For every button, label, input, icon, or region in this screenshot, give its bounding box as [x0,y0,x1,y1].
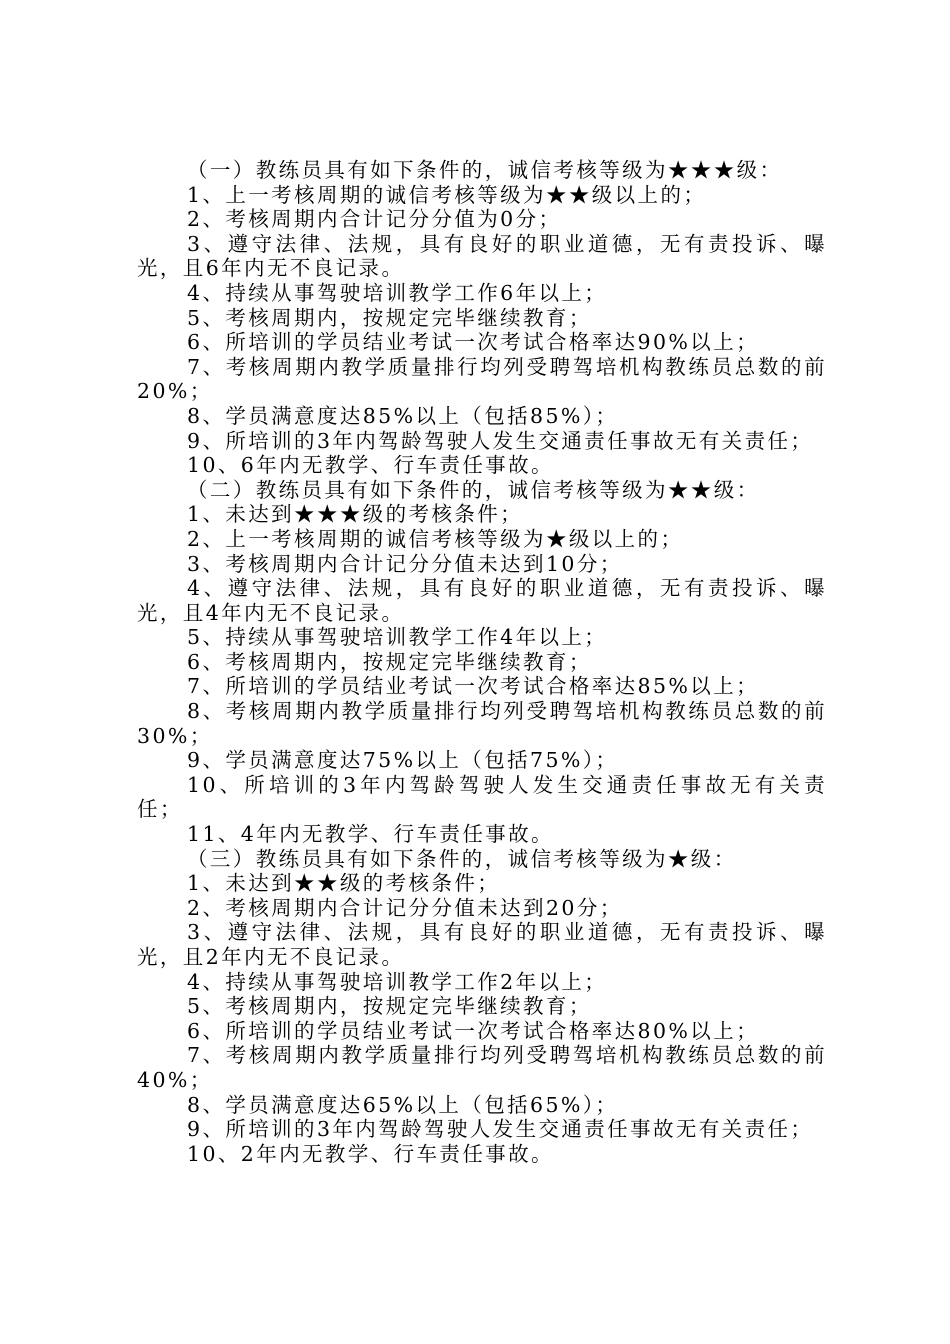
list-item: 4、持续从事驾驶培训教学工作2年以上； [187,969,608,994]
list-item: 9、学员满意度达75%以上（包括75%）； [187,748,619,773]
list-item: 2、考核周期内合计记分分值未达到20分； [187,895,623,920]
list-item: 3、遵守法律、法规，具有良好的职业道德，无有责投诉、曝光，且6年内无不良记录。 [137,231,827,281]
list-item: 3、遵守法律、法规，具有良好的职业道德，无有责投诉、曝光，且2年内无不良记录。 [137,920,827,969]
list-item: 1、未达到★★★级的考核条件； [187,502,524,527]
section-heading-two-star: （二）教练员具有如下条件的，诚信考核等级为★★级： [187,477,760,502]
list-item: 5、考核周期内，按规定完毕继续教育； [187,305,592,330]
list-item: 8、学员满意度达65%以上（包括65%）； [187,1092,619,1117]
list-item: 4、持续从事驾驶培训教学工作6年以上； [187,280,608,305]
document-body [137,158,827,1166]
list-item: 8、学员满意度达85%以上（包括85%）； [187,403,619,428]
list-item: 7、考核周期内教学质量排行均列受聘驾培机构教练员总数的前20%； [137,354,827,404]
list-item: 6、考核周期内，按规定完毕继续教育； [187,649,592,674]
list-item: 8、考核周期内教学质量排行均列受聘驾培机构教练员总数的前30%； [137,699,827,748]
list-item: 1、未达到★★级的考核条件； [187,871,501,896]
list-item: 3、考核周期内合计记分分值未达到10分； [187,551,623,576]
list-item: 10、2年内无教学、行车责任事故。 [187,1141,554,1166]
list-item: 5、持续从事驾驶培训教学工作4年以上； [187,625,608,650]
list-item: 6、所培训的学员结业考试一次考试合格率达80%以上； [187,1018,760,1043]
list-item: 10、所培训的3年内驾龄驾驶人发生交通责任事故无有关责任； [137,772,827,822]
list-item: 2、上一考核周期的诚信考核等级为★级以上的； [187,526,684,551]
list-item: 9、所培训的3年内驾龄驾驶人发生交通责任事故无有关责任； [187,1117,814,1142]
list-item: 7、所培训的学员结业考试一次考试合格率达85%以上； [187,674,760,699]
list-item: 10、6年内无教学、行车责任事故。 [187,453,554,478]
section-heading-one-star: （三）教练员具有如下条件的，诚信考核等级为★级： [187,846,737,871]
list-item: 11、4年内无教学、行车责任事故。 [187,822,554,847]
list-item: 1、上一考核周期的诚信考核等级为★★级以上的； [187,182,707,207]
list-item: 9、所培训的3年内驾龄驾驶人发生交通责任事故无有关责任； [187,428,814,453]
list-item: 2、考核周期内合计记分分值为0分； [187,207,562,232]
list-item: 4、遵守法律、法规，具有良好的职业道德，无有责投诉、曝光，且4年内无不良记录。 [137,576,827,625]
list-item: 6、所培训的学员结业考试一次考试合格率达90%以上； [187,330,760,355]
list-item: 5、考核周期内，按规定完毕继续教育； [187,994,592,1019]
section-heading-three-star: （一）教练员具有如下条件的，诚信考核等级为★★★级： [187,158,783,182]
list-item: 7、考核周期内教学质量排行均列受聘驾培机构教练员总数的前40%； [137,1043,827,1092]
